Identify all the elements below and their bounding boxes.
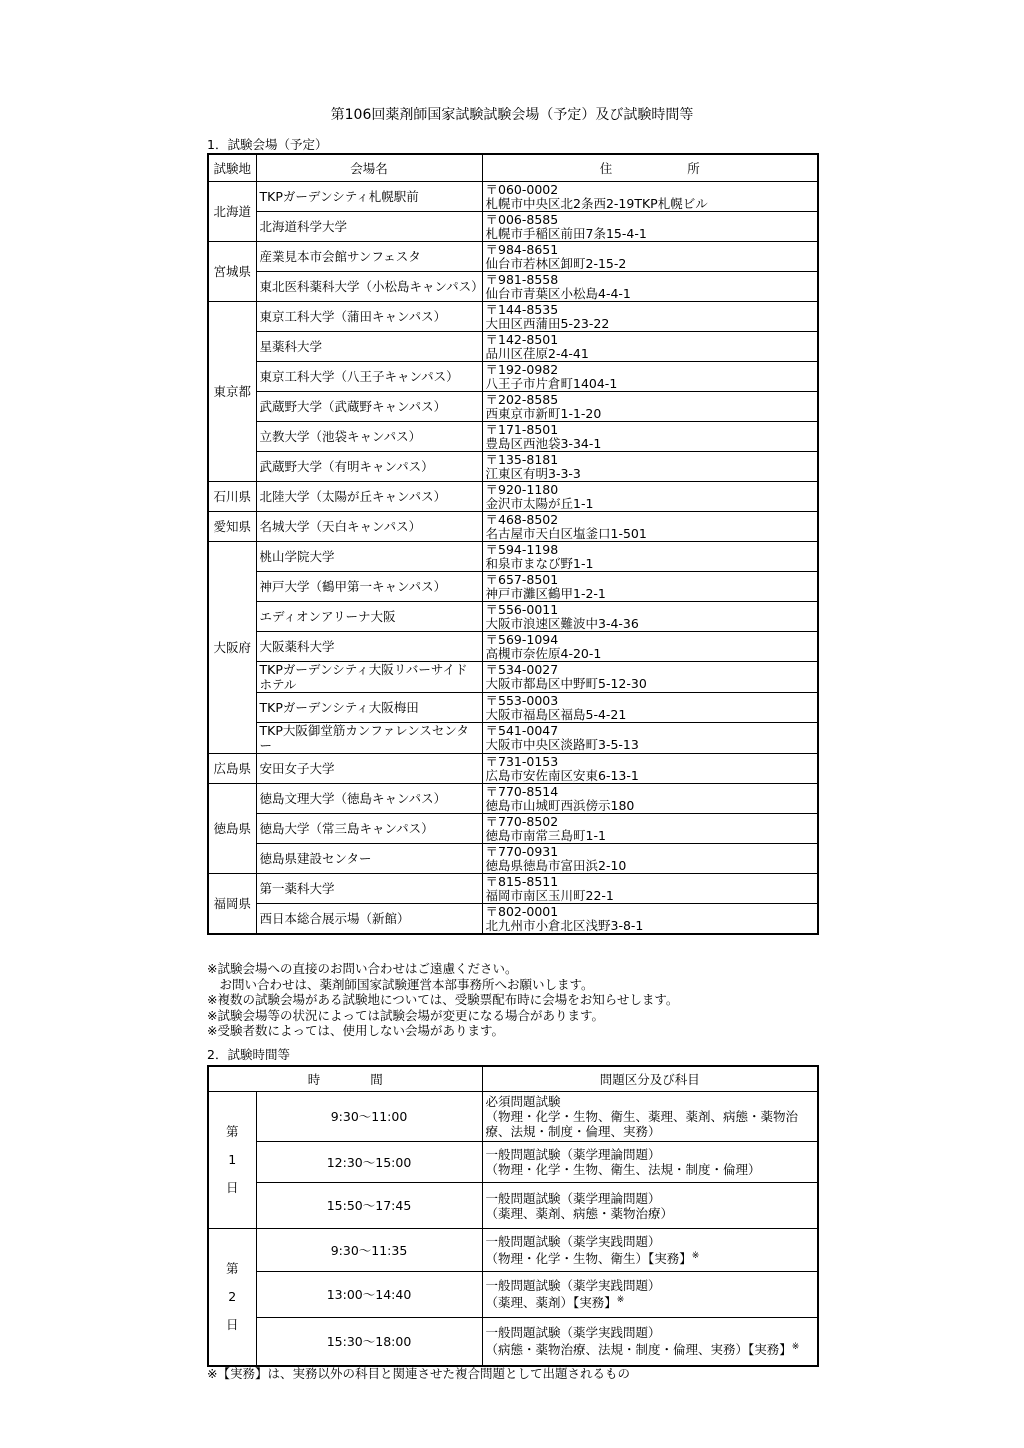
section-1-heading: 1．試験会場（予定） [207, 137, 328, 152]
venue-address-cell [482, 362, 818, 392]
street-address: 札幌市手稲区前田7条15-4-1 [485, 225, 647, 241]
document-title: 第106回薬剤師国家試験試験会場（予定）及び試験時間等 [330, 107, 694, 123]
table-row [208, 182, 818, 212]
time-cell: 9:30～11:00 [256, 1092, 482, 1142]
note-line: ※試験会場等の状況によっては試験会場が変更になる場合があります。 [207, 1007, 604, 1023]
table-row [208, 814, 818, 844]
venue-address-cell [482, 452, 818, 482]
day-label-char: 2 [228, 1289, 237, 1304]
postal-code: 〒135-8181 [485, 451, 559, 467]
street-address: 品川区荏原2-4-41 [485, 345, 589, 361]
postal-code: 〒920-1180 [485, 481, 559, 497]
time-header: 時 間 [208, 1066, 482, 1092]
venue-address-cell [482, 512, 818, 542]
venue-name-cell: 名城大学（天白キャンパス） [256, 512, 482, 542]
street-address: 仙台市若林区卸町2-15-2 [485, 255, 627, 271]
venue-name-cell: 立教大学（池袋キャンパス） [256, 422, 482, 452]
note-line: ※受験者数によっては、使用しない会場があります。 [207, 1023, 504, 1038]
venue-address-cell [482, 814, 818, 844]
subject-line [486, 1278, 815, 1293]
table-row [208, 602, 818, 632]
table-row [208, 1318, 818, 1367]
subject-line [486, 1293, 815, 1310]
table-row [208, 362, 818, 392]
postal-code: 〒594-1198 [485, 541, 559, 557]
subject-line [486, 1162, 815, 1177]
prefecture-cell: 徳島県 [208, 784, 256, 874]
venue-name-cell: 第一薬科大学 [256, 874, 482, 904]
note-line: ※試験会場への直接のお問い合わせはご遠慮ください。 [207, 961, 518, 976]
venue-address-cell [482, 422, 818, 452]
postal-code: 〒981-8558 [485, 271, 559, 287]
subject-cell [482, 1183, 818, 1229]
table-row [208, 242, 818, 272]
postal-code: 〒984-8651 [485, 241, 559, 257]
street-address: 名古屋市天白区塩釜口1-501 [485, 525, 647, 541]
postal-code: 〒171-8501 [485, 421, 559, 437]
venue-address-cell [482, 874, 818, 904]
subject-line [486, 1340, 815, 1357]
subject-cell [482, 1272, 818, 1318]
table-row [208, 662, 818, 693]
street-address: 福岡市南区玉川町22-1 [485, 887, 614, 903]
subject-text: （物理・化学・生物、衛生）【実務】 [485, 1251, 692, 1267]
venue-name-cell: 神戸大学（鶴甲第一キャンパス） [256, 572, 482, 602]
prefecture-cell: 福岡県 [208, 874, 256, 935]
section-2-heading: 2．試験時間等 [207, 1047, 290, 1062]
venue-address-cell [482, 242, 818, 272]
venue-name-cell: 東北医科薬科大学（小松島キャンパス） [256, 272, 482, 302]
footnote-mark: ※ [691, 1250, 700, 1261]
note-line: お問い合わせは、薬剤師国家試験運営本部事務所へお願いします。 [207, 976, 594, 992]
venue-address-cell [482, 182, 818, 212]
venue-name-cell: 東京工科大学（蒲田キャンパス） [256, 302, 482, 332]
postal-code: 〒192-0982 [485, 361, 559, 377]
street-address: 西東京市新町1-1-20 [485, 405, 602, 421]
venue-address-cell [482, 904, 818, 935]
subject-cell [482, 1142, 818, 1183]
venue-name-cell: 星薬科大学 [256, 332, 482, 362]
venue-address-cell [482, 542, 818, 572]
subject-cell [482, 1092, 818, 1142]
venue-address-cell [482, 844, 818, 874]
street-address: 八王子市片倉町1404-1 [485, 375, 618, 391]
venue-address-cell [482, 482, 818, 512]
day-label-char: 1 [228, 1152, 237, 1167]
table-row [208, 1183, 818, 1229]
day-label-char: 第 [225, 1261, 239, 1276]
subject-line [486, 1191, 815, 1206]
postal-code: 〒144-8535 [485, 301, 559, 317]
postal-code: 〒202-8585 [485, 391, 559, 407]
venue-name-cell: 西日本総合展示場（新館） [256, 904, 482, 935]
venue-address-cell [482, 632, 818, 662]
subject-line [486, 1234, 815, 1249]
street-address: 広島市安佐南区安東6-13-1 [485, 767, 639, 783]
table-row [208, 632, 818, 662]
venue-address-cell [482, 332, 818, 362]
time-table [207, 1065, 819, 1367]
table-row [208, 452, 818, 482]
venue-name-cell: 徳島県建設センター [256, 844, 482, 874]
table-row [208, 844, 818, 874]
subject-text: （物理・化学・生物、衛生、法規・制度・倫理） [485, 1162, 761, 1177]
prefecture-cell: 愛知県 [208, 512, 256, 542]
venue-header-pref: 試験地 [208, 154, 256, 182]
table-row [208, 1272, 818, 1318]
postal-code: 〒534-0027 [485, 662, 559, 677]
time-cell: 9:30～11:35 [256, 1229, 482, 1272]
table-row [208, 1092, 818, 1142]
postal-code: 〒468-8502 [485, 511, 559, 527]
venue-address-cell [482, 572, 818, 602]
subject-line [486, 1147, 815, 1162]
prefecture-cell: 広島県 [208, 754, 256, 784]
postal-code: 〒060-0002 [485, 181, 559, 197]
subject-text: （病態・薬物治療、法規・制度・倫理、実務）【実務】 [485, 1342, 792, 1358]
day-cell [208, 1229, 256, 1367]
street-address: 和泉市まなび野1-1 [485, 555, 594, 571]
subject-cell [482, 1229, 818, 1272]
venue-name-cell: TKP大阪御堂筋カンファレンスセンター [256, 723, 482, 754]
postal-code: 〒731-0153 [485, 753, 559, 769]
table-row [208, 302, 818, 332]
venue-header-address: 住 所 [482, 154, 818, 182]
time-cell: 15:50～17:45 [256, 1183, 482, 1229]
table-row [208, 392, 818, 422]
footer-note: ※【実務】は、実務以外の科目と関連させた複合問題として出題されるもの [207, 1366, 630, 1381]
subject-text: 一般問題試験（薬学理論問題） [485, 1190, 661, 1206]
postal-code: 〒657-8501 [485, 571, 559, 587]
subject-line [486, 1249, 815, 1266]
street-address: 大阪市中央区淡路町3-5-13 [485, 737, 639, 752]
table-row [208, 572, 818, 602]
table-row [208, 693, 818, 723]
day-cell [208, 1092, 256, 1229]
venue-table [207, 153, 819, 935]
street-address: 徳島県徳島市富田浜2-10 [485, 857, 627, 873]
day-label-char: 日 [225, 1317, 239, 1332]
table-row [208, 332, 818, 362]
table-row [208, 482, 818, 512]
street-address: 徳島市山城町西浜傍示180 [485, 797, 635, 813]
prefecture-cell: 東京都 [208, 302, 256, 482]
venue-address-cell [482, 272, 818, 302]
prefecture-cell: 石川県 [208, 482, 256, 512]
postal-code: 〒556-0011 [485, 601, 559, 617]
prefecture-cell: 北海道 [208, 182, 256, 242]
footnote-mark: ※ [791, 1342, 800, 1353]
venue-address-cell [482, 693, 818, 723]
subject-header: 問題区分及び科目 [482, 1066, 818, 1092]
venue-name-cell: 東京工科大学（八王子キャンパス） [256, 362, 482, 392]
subject-text: 一般問題試験（薬学理論問題） [485, 1147, 661, 1162]
footnote-mark: ※ [616, 1295, 625, 1306]
postal-code: 〒142-8501 [485, 331, 559, 347]
venue-name-cell: 武蔵野大学（有明キャンパス） [256, 452, 482, 482]
venue-address-cell [482, 602, 818, 632]
venue-name-cell: 産業見本市会館サンフェスタ [256, 242, 482, 272]
table-row [208, 723, 818, 754]
table-row [208, 1229, 818, 1272]
subject-line [486, 1325, 815, 1340]
venue-name-cell: エディオンアリーナ大阪 [256, 602, 482, 632]
venue-name-cell: 安田女子大学 [256, 754, 482, 784]
postal-code: 〒569-1094 [485, 631, 559, 647]
venue-address-cell [482, 784, 818, 814]
subject-text: 一般問題試験（薬学実践問題） [485, 1278, 661, 1294]
venue-name-cell: TKPガーデンシティ大阪梅田 [256, 693, 482, 723]
venue-address-cell [482, 754, 818, 784]
table-row [208, 1142, 818, 1183]
day-label-char: 第 [225, 1124, 239, 1139]
street-address: 金沢市太陽が丘1-1 [485, 495, 594, 511]
prefecture-cell: 宮城県 [208, 242, 256, 302]
subject-cell [482, 1318, 818, 1367]
venue-name-cell: 徳島文理大学（徳島キャンパス） [256, 784, 482, 814]
postal-code: 〒770-8502 [485, 813, 559, 829]
street-address: 札幌市中央区北2条西2-19TKP札幌ビル [485, 195, 708, 211]
venue-name-cell: TKPガーデンシティ大阪リバーサイドホテル [256, 662, 482, 693]
table-row [208, 272, 818, 302]
venue-header-name: 会場名 [256, 154, 482, 182]
time-cell: 15:30～18:00 [256, 1318, 482, 1367]
venue-name-cell: 北陸大学（太陽が丘キャンパス） [256, 482, 482, 512]
venue-name-cell: 徳島大学（常三島キャンパス） [256, 814, 482, 844]
time-cell: 13:00～14:40 [256, 1272, 482, 1318]
table-row [208, 874, 818, 904]
postal-code: 〒815-8511 [485, 873, 559, 889]
day-label-char: 日 [225, 1180, 239, 1195]
postal-code: 〒770-8514 [485, 783, 559, 799]
venue-notes [207, 961, 678, 1039]
street-address: 大阪市福島区福島5-4-21 [485, 706, 627, 722]
subject-text: （薬理、薬剤、病態・薬物治療） [485, 1205, 674, 1221]
street-address: 豊島区西池袋3-34-1 [485, 435, 602, 451]
time-cell: 12:30～15:00 [256, 1142, 482, 1183]
postal-code: 〒553-0003 [485, 692, 559, 708]
venue-name-cell: 桃山学院大学 [256, 542, 482, 572]
venue-name-cell: 大阪薬科大学 [256, 632, 482, 662]
postal-code: 〒770-0931 [485, 843, 559, 859]
street-address: 江東区有明3-3-3 [485, 465, 581, 481]
venue-name-cell: 北海道科学大学 [256, 212, 482, 242]
subject-text: 一般問題試験（薬学実践問題） [485, 1325, 661, 1341]
street-address: 仙台市青葉区小松島4-4-1 [485, 285, 631, 301]
subject-text: （薬理、薬剤）【実務】 [485, 1295, 617, 1311]
postal-code: 〒802-0001 [485, 903, 559, 919]
table-row [208, 422, 818, 452]
subject-line [486, 1109, 815, 1139]
prefecture-cell: 大阪府 [208, 542, 256, 754]
venue-address-cell [482, 662, 818, 693]
subject-line [486, 1094, 815, 1109]
venue-name-cell: 武蔵野大学（武蔵野キャンパス） [256, 392, 482, 422]
street-address: 徳島市南常三島町1-1 [485, 827, 606, 843]
venue-address-cell [482, 392, 818, 422]
venue-address-cell [482, 212, 818, 242]
street-address: 高槻市奈佐原4-20-1 [485, 645, 602, 661]
note-line: ※複数の試験会場がある試験地については、受験票配布時に会場をお知らせします。 [207, 992, 679, 1007]
table-row [208, 784, 818, 814]
venue-address-cell [482, 302, 818, 332]
subject-text: （物理・化学・生物、衛生、薬理、薬剤、病態・薬物治療、法規・制度・倫理、実務） [485, 1109, 799, 1139]
postal-code: 〒006-8585 [485, 211, 559, 227]
street-address: 大田区西蒲田5-23-22 [485, 315, 610, 331]
venue-address-cell [482, 723, 818, 754]
street-address: 大阪市浪速区難波中3-4-36 [485, 615, 639, 631]
postal-code: 〒541-0047 [485, 723, 559, 738]
subject-text: 必須問題試験 [485, 1094, 561, 1109]
table-row [208, 754, 818, 784]
table-row [208, 904, 818, 935]
venue-name-cell: TKPガーデンシティ札幌駅前 [256, 182, 482, 212]
street-address: 大阪市都島区中野町5-12-30 [485, 676, 647, 691]
subject-line [486, 1206, 815, 1221]
table-row [208, 212, 818, 242]
table-row [208, 542, 818, 572]
table-row [208, 512, 818, 542]
street-address: 北九州市小倉北区浅野3-8-1 [485, 917, 644, 933]
subject-text: 一般問題試験（薬学実践問題） [485, 1233, 661, 1249]
street-address: 神戸市灘区鶴甲1-2-1 [485, 585, 606, 601]
